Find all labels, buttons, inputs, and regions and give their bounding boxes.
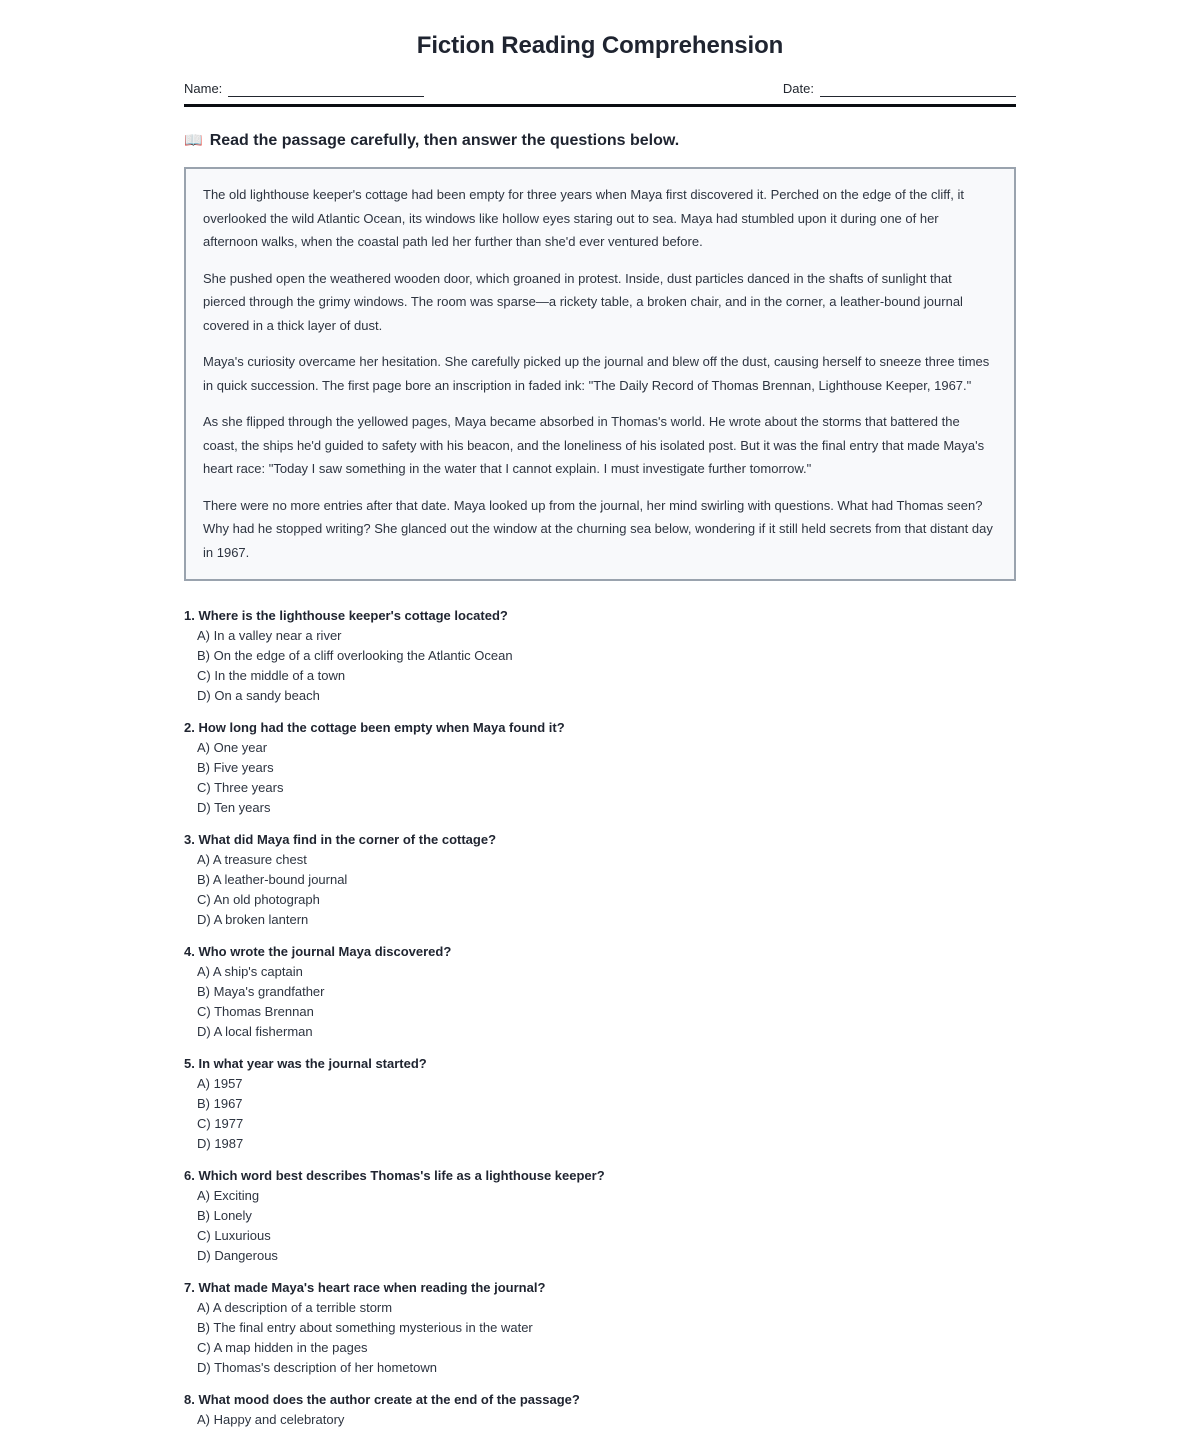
question-text: 7. What made Maya's heart race when reading the journal? bbox=[184, 1280, 546, 1295]
option-item[interactable]: A) A description of a terrible storm bbox=[197, 1300, 393, 1315]
option-item[interactable]: C) An old photograph bbox=[197, 892, 320, 907]
question-text: 4. Who wrote the journal Maya discovered? bbox=[184, 944, 452, 959]
question-block bbox=[184, 606, 1016, 706]
option-item[interactable]: A) One year bbox=[197, 740, 268, 755]
options-list bbox=[184, 738, 1016, 818]
option-item[interactable]: A) In a valley near a river bbox=[197, 628, 342, 643]
option-item[interactable]: C) 1977 bbox=[197, 1116, 244, 1131]
passage-paragraph: She pushed open the weathered wooden door, which groaned in protest. Inside, dust particles danced in the shafts of sunlight that pierced through the grimy windows. The room was sparse—a rickety table, a broken chair, and in the corner, a leather-bound journal covered in a thick layer of dust. bbox=[203, 270, 963, 333]
option-item[interactable]: C) Thomas Brennan bbox=[197, 1004, 314, 1019]
instruction-banner bbox=[184, 130, 1016, 151]
option-item[interactable]: A) Exciting bbox=[197, 1188, 260, 1203]
options-list bbox=[184, 626, 1016, 706]
page-title: Fiction Reading Comprehension bbox=[416, 32, 784, 59]
option-item[interactable]: D) A broken lantern bbox=[197, 912, 309, 927]
question-text: 3. What did Maya find in the corner of the cottage? bbox=[184, 832, 497, 847]
question-text: 8. What mood does the author create at the end of the passage? bbox=[184, 1392, 580, 1407]
question-block bbox=[184, 1054, 1016, 1154]
question-block bbox=[184, 1390, 1016, 1430]
option-item[interactable]: B) On the edge of a cliff overlooking the Atlantic Ocean bbox=[197, 648, 513, 663]
option-item[interactable]: B) Maya's grandfather bbox=[197, 984, 325, 999]
options-list bbox=[184, 1298, 1016, 1378]
option-item[interactable]: D) Dangerous bbox=[197, 1248, 278, 1263]
option-item[interactable]: A) Happy and celebratory bbox=[197, 1412, 345, 1427]
name-field-group bbox=[184, 80, 424, 97]
questions-list bbox=[184, 606, 1016, 1430]
date-label: Date: bbox=[782, 81, 814, 96]
passage-paragraph: Maya's curiosity overcame her hesitation. She carefully picked up the journal and blew off the dust, causing herself to sneeze three times in quick succession. The first page bore an inscription in faded ink: "The Daily Record of Thomas Brennan, Lighthouse Keeper, 1967." bbox=[203, 354, 990, 393]
option-item[interactable]: B) Five years bbox=[197, 760, 274, 775]
passage-paragraph: The old lighthouse keeper's cottage had been empty for three years when Maya first discovered it. Perched on the edge of the cliff, it overlooked the wild Atlantic Ocean, its windows like hollow eyes staring out to sea. Maya had stumbled upon it during one of her afternoon walks, when the coastal path led her further than she'd ever ventured before. bbox=[203, 187, 965, 249]
option-item[interactable]: D) A local fisherman bbox=[197, 1024, 313, 1039]
question-text: 6. Which word best describes Thomas's life as a lighthouse keeper? bbox=[184, 1168, 605, 1183]
question-text: 1. Where is the lighthouse keeper's cottage located? bbox=[184, 608, 508, 623]
options-list bbox=[184, 1410, 1016, 1430]
option-item[interactable]: C) Three years bbox=[197, 780, 284, 795]
date-input-blank[interactable] bbox=[820, 84, 1016, 97]
options-list bbox=[184, 962, 1016, 1042]
question-block bbox=[184, 830, 1016, 930]
instruction-text: Read the passage carefully, then answer the questions below. bbox=[209, 132, 680, 149]
passage-paragraph: There were no more entries after that date. Maya looked up from the journal, her mind swirling with questions. What had Thomas seen? Why had he stopped writing? She glanced out the window at the churning sea below, wondering if it still held secrets from that distant day in 1967. bbox=[203, 497, 993, 560]
option-item[interactable]: C) In the middle of a town bbox=[197, 668, 346, 683]
options-list bbox=[184, 1074, 1016, 1154]
name-date-row bbox=[184, 80, 1016, 97]
question-text: 5. In what year was the journal started? bbox=[184, 1056, 427, 1071]
option-item[interactable]: D) Thomas's description of her hometown bbox=[197, 1360, 437, 1375]
option-item[interactable]: C) Luxurious bbox=[197, 1228, 271, 1243]
question-block bbox=[184, 942, 1016, 1042]
passage-paragraph: As she flipped through the yellowed pages, Maya became absorbed in Thomas's world. He wrote about the storms that battered the coast, the ships he'd guided to safety with his beacon, and the loneliness of his isolated post. But it was the final entry that made Maya's heart race: "Today I saw something in the water that I cannot explain. I must investigate further tomorrow." bbox=[203, 414, 985, 476]
question-block bbox=[184, 718, 1016, 818]
open-book-icon: 📖 bbox=[184, 132, 203, 149]
option-item[interactable]: B) 1967 bbox=[197, 1096, 243, 1111]
option-item[interactable]: B) Lonely bbox=[197, 1208, 252, 1223]
header-divider bbox=[184, 104, 1016, 107]
options-list bbox=[184, 850, 1016, 930]
question-block bbox=[184, 1166, 1016, 1266]
options-list bbox=[184, 1186, 1016, 1266]
passage-box bbox=[184, 167, 1016, 581]
option-item[interactable]: B) A leather-bound journal bbox=[197, 872, 348, 887]
option-item[interactable]: D) On a sandy beach bbox=[197, 688, 320, 703]
question-block bbox=[184, 1278, 1016, 1378]
question-text: 2. How long had the cottage been empty when Maya found it? bbox=[184, 720, 565, 735]
option-item[interactable]: A) 1957 bbox=[197, 1076, 243, 1091]
option-item[interactable]: B) The final entry about something mysterious in the water bbox=[197, 1320, 533, 1335]
name-label: Name: bbox=[184, 81, 223, 96]
option-item[interactable]: A) A treasure chest bbox=[197, 852, 307, 867]
date-field-group bbox=[783, 80, 1016, 97]
option-item[interactable]: D) 1987 bbox=[197, 1136, 244, 1151]
option-item[interactable]: C) A map hidden in the pages bbox=[197, 1340, 368, 1355]
name-input-blank[interactable] bbox=[228, 84, 424, 97]
option-item[interactable]: A) A ship's captain bbox=[197, 964, 303, 979]
option-item[interactable]: D) Ten years bbox=[197, 800, 271, 815]
